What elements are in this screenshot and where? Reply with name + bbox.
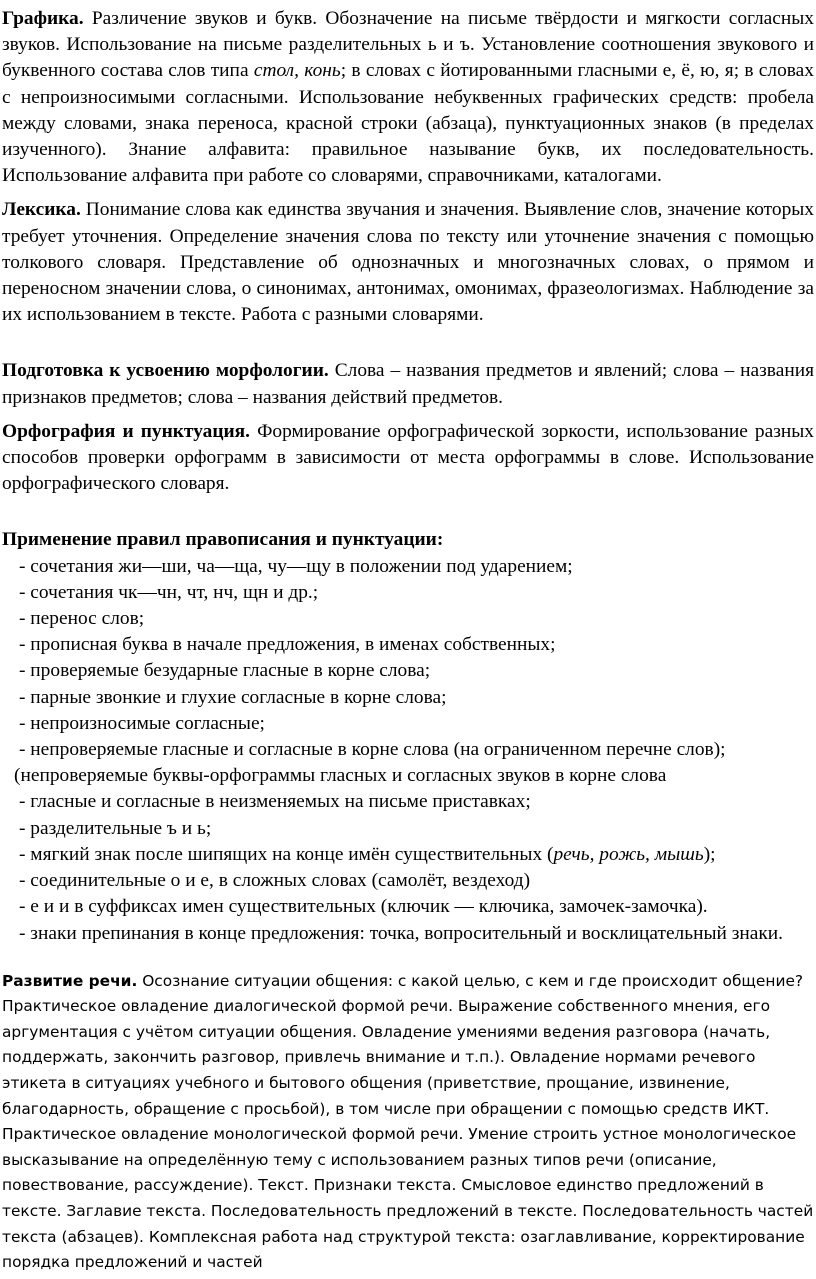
list-item: - перенос слов;: [19, 608, 145, 630]
list-item: - непроверяемые гласные и согласные в корне слова (на ограниченном перечне слов);: [19, 739, 726, 761]
section-orfografiya: [2, 419, 814, 498]
example-words: стол, конь: [253, 60, 341, 82]
list-item: - гласные и согласные в неизменяемых на письме приставках;: [19, 791, 531, 813]
section-text: Различение звуков и букв. Обозначение на письме твёрдости и мягкости согласных звуков. Использование на письме разделительных ь и ъ. Установление соотношения звукового и буквенного состава слов типа: [2, 8, 814, 82]
section-heading: Подготовка к усвоению морфологии.: [2, 360, 329, 382]
list-item-text: );: [703, 843, 716, 865]
list-item: - разделительные ъ и ь;: [19, 817, 212, 839]
list-item-text: - мягкий знак после шипящих на конце имён существительных (: [19, 843, 554, 865]
list-item: - сочетания чк—чн, чт, нч, щн и др.;: [19, 581, 319, 603]
section-text: Слова – названия предметов и явлений; слова – названия признаков предметов; слова – названия действий предметов.: [2, 360, 814, 408]
list-item: - проверяемые безударные гласные в корне слова;: [19, 660, 431, 682]
list-item: - знаки препинания в конце предложения: точка, вопросительный и восклицательный знаки.: [19, 922, 783, 944]
section-heading: Орфография и пунктуация.: [2, 420, 251, 442]
list-item: - прописная буква в начале предложения, в именах собственных;: [19, 634, 556, 656]
section-text: Понимание слова как единства звучания и значения. Выявление слов, значение которых требует уточнения. Определение значения слова по тексту или уточнение значения с помощью толкового словаря. Представление об однозначных и многозначных словах, о прямом и переносном значении слова, о синонимах, антонимах, омонимах, фразеологизмах. Наблюдение за их использованием в тексте. Работа с разными словарями.: [2, 199, 814, 326]
section-text: Формирование орфографической зоркости, использование разных способов проверки орфограмм в зависимости от места орфограммы в слове. Использование орфографического словаря.: [2, 420, 814, 495]
section-leksika: [2, 197, 814, 328]
section-heading: Графика.: [2, 8, 84, 29]
section-heading: Применение правил правописания и пунктуации:: [2, 529, 444, 551]
section-heading: Лексика.: [2, 199, 81, 221]
list-item-soft-sign: [2, 842, 814, 868]
list-item: (непроверяемые буквы-орфограммы гласных и согласных звуков в корне слова: [14, 765, 667, 787]
list-item: - парные звонкие и глухие согласные в корне слова;: [19, 686, 447, 708]
list-item: - е и и в суффиксах имен существительных (ключик — ключика, замочек-замочка).: [19, 896, 708, 918]
section-text: ; в словах с йотированными гласными е, ё, ю, я; в словах с непроизносимыми согласными. Использование небуквенных графических средств: пробела между словами, знака переноса, красной строки (абзаца), пунктуационных знаков (в пределах изученного). Знание алфавита: правильное называние букв, их последовательность. Использование алфавита при работе со словарями, справочниками, каталогами.: [2, 60, 814, 187]
list-item: - сочетания жи—ши, ча—ща, чу—щу в положении под ударением;: [19, 555, 573, 577]
list-item: - соединительные о и е, в сложных словах (самолёт, вездеход): [19, 870, 531, 892]
list-item: - непроизносимые согласные;: [19, 712, 265, 734]
section-heading: Развитие речи.: [2, 971, 138, 990]
example-words: речь, рожь, мышь: [553, 843, 704, 865]
rules-list: [2, 554, 814, 947]
section-text: Осознание ситуации общения: с какой целью, с кем и где происходит общение? Практическое овладение диалогической формой речи. Выражение собственного мнения, его аргументация с учётом ситуации общения. Овладение умениями ведения разговора (начать, поддержать, закончить разговор, привлечь внимание и т.п.). Овладение нормами речевого этикета в ситуациях учебного и бытового общения (приветствие, прощание, извинение, благодарность, обращение с просьбой), в том числе при обращении с помощью средств ИКТ. Практическое овладение монологической формой речи. Умение строить устное монологическое высказывание на определённую тему с использованием разных типов речи (описание, повествование, рассуждение). Текст. Признаки текста. Смысловое единство предложений в тексте. Заглавие текста. Последовательность предложений в тексте. Последовательность частей текста (абзацев). Комплексная работа над структурой текста: озаглавливание, корректирование порядка предложений и частей: [2, 971, 814, 1272]
section-grafika: [2, 6, 814, 189]
section-morfologiya: [2, 358, 814, 410]
rules-heading: [2, 527, 814, 553]
section-razvitie: [2, 969, 814, 1276]
